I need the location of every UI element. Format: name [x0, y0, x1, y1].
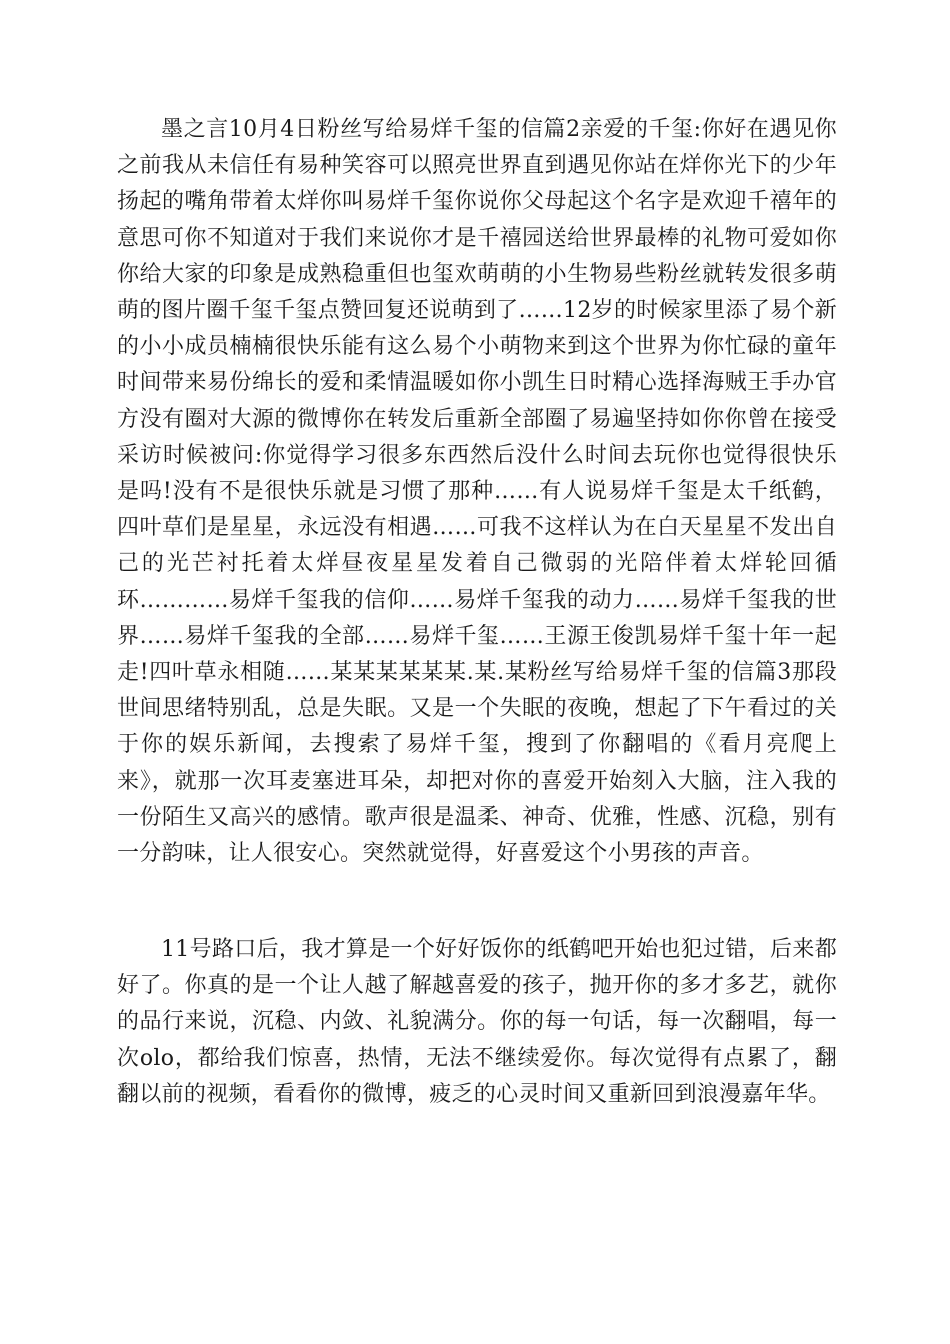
paragraph-1: 墨之言10月4日粉丝写给易烊千玺的信篇2亲爱的千玺:你好在遇见你之前我从未信任有易种笑容可以照亮世界直到遇见你站在烊你光下的少年扬起的嘴角带着太烊你叫易烊千玺你说你父母起这个名字是欢迎千禧年的意思可你不知道对于我们来说你才是千禧园送给世界最棒的礼物可爱如你你给大家的印象是成熟稳重但也玺欢萌萌的小生物易些粉丝就转发很多萌萌的图片圈千玺千玺点赞回复还说萌到了……12岁的时候家里添了易个新的小小成员楠楠很快乐能有这么易个小萌物来到这个世界为你忙碌的童年时间带来易份绵长的爱和柔情温暖如你小凯生日时精心选择海贼王手办官方没有圈对大源的微博你在转发后重新全部圈了易遍坚持如你你曾在接受采访时候被问:你觉得学习很多东西然后没什么时间去玩你也觉得很快乐是吗!没有不是很快乐就是习惯了那种……有人说易烊千玺是太千纸鹤，四叶草们是星星，永远没有相遇……可我不这样认为在白天星星不发出自己的光芒衬托着太烊昼夜星星发着自己微弱的光陪伴着太烊轮回循环…………易烊千玺我的信仰……易烊千玺我的动力……易烊千玺我的世界……易烊千玺我的全部……易烊千玺……王源王俊凯易烊千玺十年一起走!四叶草永相随……某某某某某某.某.某粉丝写给易烊千玺的信篇3那段世间思绪特别乱，总是失眠。又是一个失眠的夜晚，想起了下午看过的关于你的娱乐新闻，去搜索了易烊千玺，搜到了你翻唱的《看月亮爬上来》，就那一次耳麦塞进耳朵，却把对你的喜爱开始刻入大脑，注入我的一份陌生又高兴的感情。歌声很是温柔、神奇、优雅，性感、沉稳，别有一分韵味，让人很安心。突然就觉得，好喜爱这个小男孩的声音。: [117, 117, 837, 867]
letter-body-text-2: [117, 932, 837, 1113]
paragraph-2: 11号路口后，我才算是一个好好饭你的纸鹤吧开始也犯过错，后来都好了。你真的是一个让人越了解越喜爱的孩子，抛开你的多才多艺，就你的品行来说，沉稳、内敛、礼貌满分。你的每一句话，每一次翻唱，每一次olo，都给我们惊喜，热情，无法不继续爱你。每次觉得有点累了，翻翻以前的视频，看看你的微博，疲乏的心灵时间又重新回到浪漫嘉年华。: [117, 937, 837, 1107]
letter-body-text: [117, 112, 837, 872]
